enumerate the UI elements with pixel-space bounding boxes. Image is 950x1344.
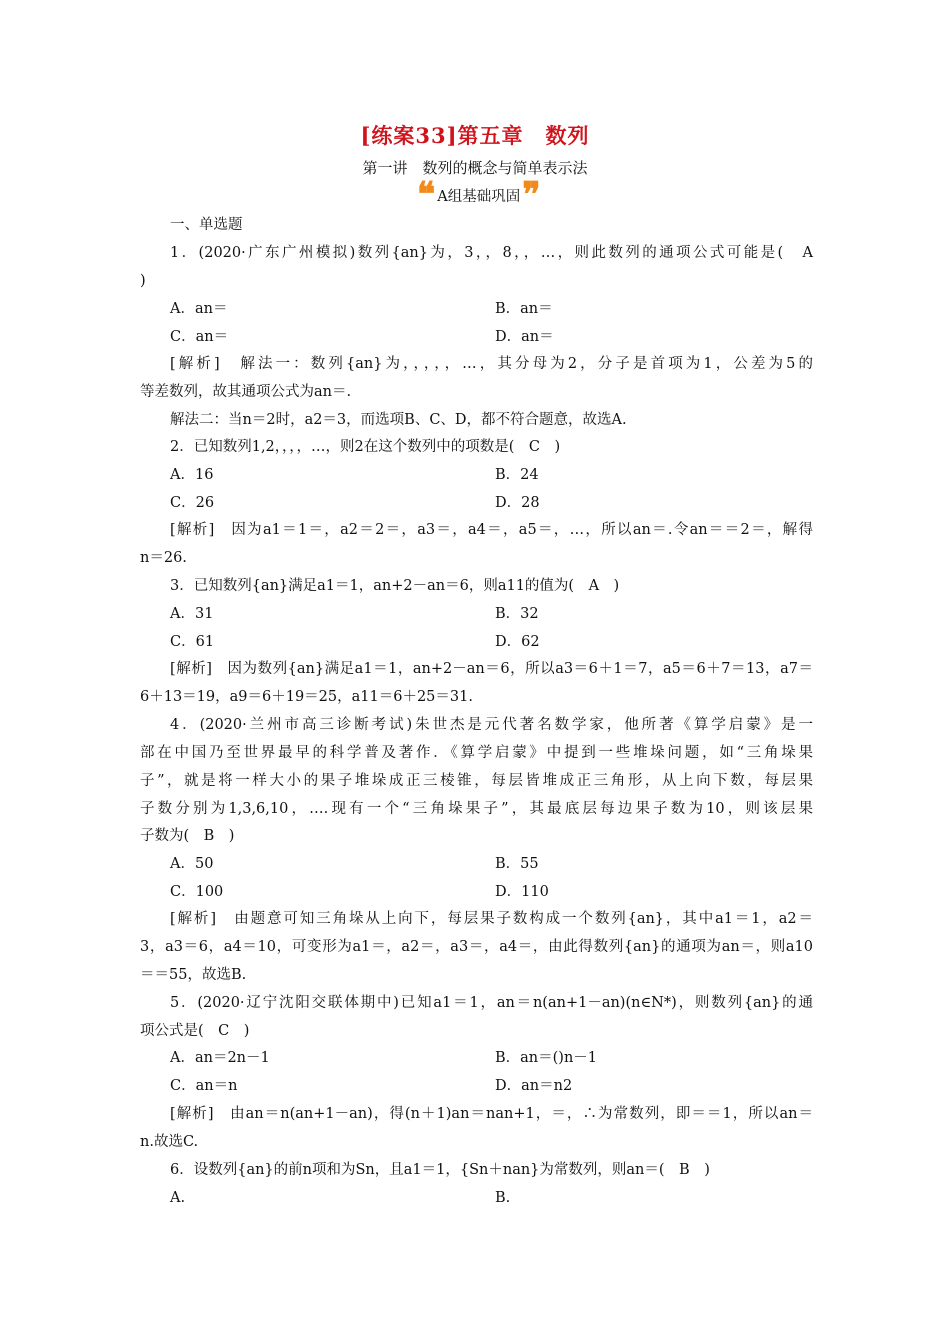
q3-option-c: C．61: [170, 634, 215, 650]
question-5-text: 5．(2020·辽宁沈阳交联体期中)已知a1＝1，an＝n(an+1－an)(n∈N*)，则数列{an}的通: [170, 995, 813, 1011]
q1-option-d: D．an＝: [495, 329, 554, 345]
question-4-text-5: 子数为( B ): [140, 828, 235, 844]
question-4-text: 4．(2020·兰州市高三诊断考试)朱世杰是元代著名数学家，他所著《算学启蒙》是一: [170, 717, 813, 733]
question-1-text-end: ): [140, 273, 146, 289]
q4-option-d: D．110: [495, 884, 549, 900]
q4-option-b: B．55: [495, 856, 539, 872]
question-4-text-3: 子”，就是将一样大小的果子堆垛成正三棱锥，每层皆堆成正三角形，从上向下数，每层果: [140, 773, 813, 789]
q4-analysis: [解析] 由题意可知三角垛从上向下，每层果子数构成一个数列{an}，其中a1＝1，a2＝: [170, 911, 813, 927]
question-6-text: 6．设数列{an}的前n项和为Sn，且a1＝1，{Sn＋nan}为常数列，则an＝( B ): [170, 1162, 710, 1178]
open-quote-icon: ❝: [417, 175, 436, 215]
section-heading: 一、单选题: [170, 217, 243, 233]
group-badge-label: A组基础巩固: [437, 188, 521, 205]
question-1-text: 1．(2020·广东广州模拟)数列{an}为，3，，8，，…，则此数列的通项公式可能是( A: [170, 245, 813, 261]
q4-option-c: C．100: [170, 884, 224, 900]
q2-analysis: [解析] 因为a1＝1＝，a2＝2＝，a3＝，a4＝，a5＝，…，所以an＝.令an＝＝2＝，解得: [170, 522, 813, 538]
q5-option-d: D．an＝n2: [495, 1078, 573, 1094]
q1-option-a: A．an＝: [170, 301, 228, 317]
q1-analysis: [解析] 解法一：数列{an}为，，，，，…，其分母为2，分子是首项为1，公差为5的: [170, 356, 813, 372]
question-2-text: 2．已知数列1,2，，，，…，则2在这个数列中的项数是( C ): [170, 439, 561, 455]
lesson-subtitle: 第一讲 数列的概念与简单表示法: [362, 159, 588, 177]
q4-analysis-end: ＝＝55，故选B.: [140, 967, 247, 983]
q2-option-d: D．28: [495, 495, 540, 511]
q4-option-a: A．50: [170, 856, 214, 872]
q3-analysis: [解析] 因为数列{an}满足a1＝1，an+2－an＝6，所以a3＝6＋1＝7，a5＝6＋7＝13，a7＝: [170, 661, 813, 677]
q2-analysis-cont: n＝26.: [140, 550, 187, 566]
q3-option-a: A．31: [170, 606, 214, 622]
group-badge: [417, 175, 541, 215]
q5-option-a: A．an＝2n－1: [170, 1050, 270, 1066]
q4-analysis-cont: 3，a3＝6，a4＝10，可变形为a1＝，a2＝，a3＝，a4＝，由此得数列{an}的通项为an＝，则a10: [140, 939, 813, 955]
page-title: [练案33]第五章 数列: [360, 123, 590, 148]
question-4-text-4: 子数分别为1,3,6,10，….现有一个“三角垛果子”，其最底层每边果子数为10，则该层果: [140, 801, 813, 817]
question-5-text-2: 项公式是( C ): [140, 1023, 250, 1039]
q3-option-d: D．62: [495, 634, 540, 650]
q5-analysis: [解析] 由an＝n(an+1－an)，得(n＋1)an＝nan+1，＝，∴为常数列，即＝＝1，所以an＝: [170, 1106, 813, 1122]
question-4-text-2: 部在中国乃至世界最早的科学普及著作．《算学启蒙》中提到一些堆垛问题，如“三角垛果: [140, 745, 813, 761]
question-3-text: 3．已知数列{an}满足a1＝1，an+2－an＝6，则a11的值为( A ): [170, 578, 620, 594]
close-quote-icon: ❞: [522, 175, 541, 215]
q5-option-c: C．an＝n: [170, 1078, 238, 1094]
q3-option-b: B．32: [495, 606, 539, 622]
q2-option-c: C．26: [170, 495, 215, 511]
q1-option-b: B．an＝: [495, 301, 553, 317]
q3-analysis-cont: 6＋13＝19，a9＝6＋19＝25，a11＝6＋25＝31.: [140, 689, 473, 705]
q6-option-b: B.: [495, 1190, 511, 1206]
q2-option-b: B．24: [495, 467, 539, 483]
q1-analysis-method-2: 解法二：当n＝2时，a2＝3，而选项B、C、D，都不符合题意，故选A.: [170, 412, 627, 428]
q5-option-b: B．an＝()n－1: [495, 1050, 598, 1066]
q1-option-c: C．an＝: [170, 329, 229, 345]
q6-option-a: A.: [170, 1190, 186, 1206]
q2-option-a: A．16: [170, 467, 214, 483]
q1-analysis-cont: 等差数列，故其通项公式为an＝.: [140, 384, 352, 400]
q5-analysis-cont: n.故选C.: [140, 1134, 199, 1150]
